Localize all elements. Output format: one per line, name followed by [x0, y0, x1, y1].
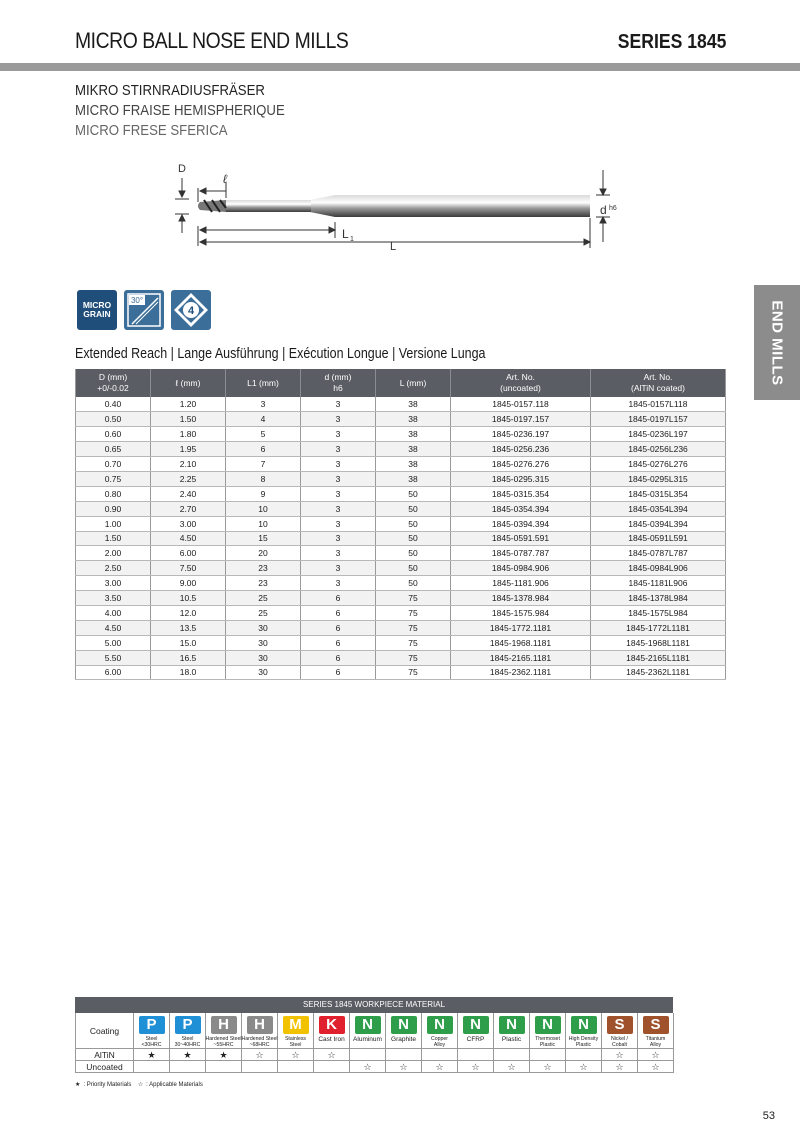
table-cell: 50 — [376, 576, 451, 591]
col-header-l: ℓ (mm) — [151, 369, 226, 397]
table-cell: 0.75 — [76, 471, 151, 486]
table-cell: 3 — [301, 561, 376, 576]
table-cell: 50 — [376, 501, 451, 516]
altin-rating — [530, 1049, 566, 1061]
table-cell: 2.00 — [76, 546, 151, 561]
table-cell: 18.0 — [151, 665, 226, 680]
coating-row-label: Uncoated — [76, 1061, 134, 1073]
material-cell — [170, 1013, 206, 1049]
material-cell — [278, 1013, 314, 1049]
material-desc-line: Plastic — [501, 1036, 522, 1043]
label-L1: L — [342, 227, 349, 241]
table-cell: 6.00 — [76, 665, 151, 680]
table-cell: 4.00 — [76, 605, 151, 620]
table-cell: 3 — [301, 516, 376, 531]
table-cell: 1845-1181L906 — [591, 576, 726, 591]
table-cell: 12.0 — [151, 605, 226, 620]
material-desc-line: Hardened Steel — [205, 1036, 242, 1042]
table-cell: 1.00 — [76, 516, 151, 531]
table-cell: 1845-0197.157 — [451, 412, 591, 427]
material-cell — [602, 1013, 638, 1049]
material-desc — [431, 1036, 448, 1048]
table-row — [76, 665, 726, 680]
table-cell: 1.50 — [151, 412, 226, 427]
table-cell: 1845-0157.118 — [451, 397, 591, 412]
helix-angle-value: 30° — [130, 296, 144, 305]
table-cell: 23 — [226, 561, 301, 576]
altin-rating — [458, 1049, 494, 1061]
material-desc-line: Steel — [145, 1036, 158, 1042]
table-cell: 1845-1772L1181 — [591, 620, 726, 635]
table-cell: 3 — [226, 397, 301, 412]
material-grid — [75, 1013, 673, 1073]
col-header-D: D (mm) +0/-0.02 — [76, 369, 151, 397]
table-cell: 1845-1378L984 — [591, 591, 726, 606]
page-title: MICRO BALL NOSE END MILLS — [75, 28, 349, 53]
table-cell: 5.50 — [76, 650, 151, 665]
table-cell: 1845-0354.394 — [451, 501, 591, 516]
table-cell: 2.40 — [151, 486, 226, 501]
table-cell: 3 — [301, 576, 376, 591]
table-cell: 75 — [376, 650, 451, 665]
material-letter: P — [175, 1016, 201, 1034]
material-desc-line: Titanium — [645, 1036, 666, 1042]
altin-rating — [494, 1049, 530, 1061]
material-cell — [350, 1013, 386, 1049]
table-cell: 2.50 — [76, 561, 151, 576]
table-cell: 4.50 — [76, 620, 151, 635]
table-cell: 1845-2362.1181 — [451, 665, 591, 680]
table-cell: 0.65 — [76, 442, 151, 457]
material-desc — [205, 1036, 241, 1048]
table-cell: 50 — [376, 486, 451, 501]
table-cell: 10 — [226, 501, 301, 516]
priority-star-icon: ★ — [75, 1082, 81, 1088]
material-letter: N — [499, 1016, 525, 1034]
table-cell: 3 — [301, 471, 376, 486]
material-desc-line: Cobalt — [611, 1042, 627, 1048]
table-cell: 7.50 — [151, 561, 226, 576]
material-desc-line: Alloy — [433, 1042, 446, 1048]
table-cell: 15 — [226, 531, 301, 546]
table-cell: 38 — [376, 397, 451, 412]
table-cell: 1.95 — [151, 442, 226, 457]
label-L1-subscript: 1 — [350, 236, 354, 243]
table-row — [76, 546, 726, 561]
table-cell: 1845-0394.394 — [451, 516, 591, 531]
table-cell: 6 — [301, 635, 376, 650]
table-cell: 75 — [376, 605, 451, 620]
altin-rating — [566, 1049, 602, 1061]
coating-row-label: AlTiN — [76, 1049, 134, 1061]
end-mill-body — [198, 195, 590, 217]
table-cell: 6 — [301, 620, 376, 635]
legend-priority: : Priority Materials — [83, 1082, 132, 1088]
uncoated-rating — [170, 1061, 206, 1073]
table-cell: 1845-1968L1181 — [591, 635, 726, 650]
material-desc — [353, 1037, 382, 1043]
label-L: L — [390, 241, 397, 253]
table-cell: 25 — [226, 605, 301, 620]
altin-rating: ☆ — [278, 1049, 314, 1061]
material-desc — [141, 1036, 161, 1048]
page-number: 53 — [762, 1110, 775, 1122]
material-desc — [646, 1036, 666, 1048]
table-cell: 6.00 — [151, 546, 226, 561]
header-divider — [0, 63, 800, 71]
end-mill-drawing — [160, 158, 620, 253]
material-desc-line: Aluminum — [353, 1036, 382, 1043]
uncoated-rating — [314, 1061, 350, 1073]
table-cell: 6 — [301, 605, 376, 620]
material-letter: N — [355, 1016, 381, 1034]
table-cell: 0.50 — [76, 412, 151, 427]
table-header-row — [76, 369, 726, 397]
uncoated-rating: ☆ — [566, 1061, 602, 1073]
table-row — [76, 457, 726, 472]
altin-rating — [386, 1049, 422, 1061]
side-tab-label: END MILLS — [768, 299, 786, 386]
material-desc-line: Hardened Steel — [241, 1036, 278, 1042]
section-title: Extended Reach | Lange Ausführung | Exécution Longue | Versione Lunga — [75, 346, 486, 362]
table-cell: 50 — [376, 546, 451, 561]
table-cell: 1845-0236.197 — [451, 427, 591, 442]
material-cell — [314, 1013, 350, 1049]
altin-rating — [422, 1049, 458, 1061]
material-desc — [285, 1036, 306, 1048]
material-letter: N — [571, 1016, 597, 1034]
table-cell: 6 — [301, 650, 376, 665]
col-header-art-uncoated: Art. No. (uncoated) — [451, 369, 591, 397]
material-cell — [206, 1013, 242, 1049]
table-row — [76, 397, 726, 412]
uncoated-rating: ☆ — [422, 1061, 458, 1073]
table-cell: 23 — [226, 576, 301, 591]
altin-rating: ☆ — [314, 1049, 350, 1061]
material-cell — [638, 1013, 674, 1049]
table-cell: 0.70 — [76, 457, 151, 472]
material-desc — [467, 1037, 485, 1043]
uncoated-rating: ☆ — [494, 1061, 530, 1073]
material-desc-line: Copper — [430, 1036, 448, 1042]
table-cell: 1845-1968.1181 — [451, 635, 591, 650]
table-cell: 5 — [226, 427, 301, 442]
material-desc-line: High Density — [568, 1036, 599, 1042]
material-letter: N — [535, 1016, 561, 1034]
material-desc-line: Graphite — [391, 1036, 416, 1043]
table-cell: 7 — [226, 457, 301, 472]
material-cell — [458, 1013, 494, 1049]
uncoated-rating: ☆ — [602, 1061, 638, 1073]
table-cell: 75 — [376, 620, 451, 635]
table-cell: 1845-0591L591 — [591, 531, 726, 546]
table-cell: 38 — [376, 427, 451, 442]
table-cell: 15.0 — [151, 635, 226, 650]
table-cell: 1845-0315.354 — [451, 486, 591, 501]
material-desc-line: CFRP — [466, 1036, 485, 1043]
table-row — [76, 442, 726, 457]
table-cell: 38 — [376, 412, 451, 427]
table-cell: 3 — [301, 442, 376, 457]
micro-grain-line1: MICRO — [82, 300, 112, 310]
table-cell: 1845-0157L118 — [591, 397, 726, 412]
table-cell: 1.50 — [76, 531, 151, 546]
table-row — [76, 486, 726, 501]
label-D: D — [178, 163, 186, 175]
material-desc-line: Steel — [289, 1042, 302, 1048]
altin-rating: ☆ — [242, 1049, 278, 1061]
altin-rating: ★ — [206, 1049, 242, 1061]
table-row — [76, 501, 726, 516]
table-cell: 1845-0787L787 — [591, 546, 726, 561]
table-cell: 38 — [376, 457, 451, 472]
applicable-star-icon: ☆ — [137, 1082, 144, 1088]
table-cell: 6 — [301, 591, 376, 606]
table-cell: 25 — [226, 591, 301, 606]
material-letter: N — [427, 1016, 453, 1034]
subtitle-french: MICRO FRAISE HEMISPHERIQUE — [75, 102, 285, 119]
material-table — [75, 997, 673, 1073]
spec-table — [75, 369, 726, 680]
table-cell: 2.25 — [151, 471, 226, 486]
uncoated-rating — [134, 1061, 170, 1073]
table-cell: 1845-2165L1181 — [591, 650, 726, 665]
table-cell: 30 — [226, 650, 301, 665]
helix-angle-icon — [124, 290, 164, 330]
material-desc-line: Cast Iron — [318, 1036, 345, 1043]
table-cell: 9.00 — [151, 576, 226, 591]
table-cell: 1845-1378.984 — [451, 591, 591, 606]
material-cell — [494, 1013, 530, 1049]
table-cell: 1845-0236L197 — [591, 427, 726, 442]
coating-label: Coating — [76, 1013, 134, 1049]
table-cell: 1845-2362L1181 — [591, 665, 726, 680]
material-desc — [611, 1036, 628, 1048]
table-cell: 1845-0984.906 — [451, 561, 591, 576]
table-cell: 3.00 — [151, 516, 226, 531]
material-desc — [569, 1036, 598, 1048]
table-cell: 38 — [376, 442, 451, 457]
series-label: SERIES 1845 — [617, 31, 726, 53]
table-cell: 4.50 — [151, 531, 226, 546]
table-row — [76, 427, 726, 442]
table-cell: 1845-0315L354 — [591, 486, 726, 501]
micro-grain-line2: GRAIN — [83, 309, 111, 319]
table-cell: 1845-0276L276 — [591, 457, 726, 472]
table-cell: 30 — [226, 620, 301, 635]
table-cell: 3.50 — [76, 591, 151, 606]
material-desc-line: 30~40HRC — [174, 1042, 201, 1048]
table-row — [76, 576, 726, 591]
table-cell: 16.5 — [151, 650, 226, 665]
table-cell: 1845-0984L906 — [591, 561, 726, 576]
table-cell: 50 — [376, 516, 451, 531]
material-desc — [502, 1037, 521, 1043]
table-cell: 75 — [376, 665, 451, 680]
table-cell: 1845-0591.591 — [451, 531, 591, 546]
material-cell — [242, 1013, 278, 1049]
uncoated-rating: ☆ — [530, 1061, 566, 1073]
table-cell: 30 — [226, 635, 301, 650]
table-cell: 3 — [301, 427, 376, 442]
table-cell: 1845-1575L984 — [591, 605, 726, 620]
material-desc-line: Plastic — [575, 1042, 592, 1048]
uncoated-rating — [278, 1061, 314, 1073]
altin-rating — [350, 1049, 386, 1061]
table-cell: 1845-0295L315 — [591, 471, 726, 486]
table-cell: 50 — [376, 531, 451, 546]
table-cell: 1845-0354L394 — [591, 501, 726, 516]
table-cell: 1845-0197L157 — [591, 412, 726, 427]
uncoated-rating — [242, 1061, 278, 1073]
spec-table-body — [76, 397, 726, 680]
table-row — [76, 471, 726, 486]
table-row — [76, 650, 726, 665]
table-cell: 1845-1772.1181 — [451, 620, 591, 635]
altin-rating: ☆ — [638, 1049, 674, 1061]
table-cell: 4 — [226, 412, 301, 427]
table-cell: 75 — [376, 635, 451, 650]
uncoated-rating: ☆ — [350, 1061, 386, 1073]
material-letter: P — [139, 1016, 165, 1034]
table-cell: 2.10 — [151, 457, 226, 472]
material-letter: H — [247, 1016, 273, 1034]
table-cell: 20 — [226, 546, 301, 561]
table-cell: 3 — [301, 531, 376, 546]
material-table-title: SERIES 1845 WORKPIECE MATERIAL — [75, 997, 673, 1013]
uncoated-rating: ☆ — [638, 1061, 674, 1073]
table-cell: 2.70 — [151, 501, 226, 516]
subtitle-italian: MICRO FRESE SFERICA — [75, 122, 228, 139]
table-row — [76, 591, 726, 606]
table-row — [76, 531, 726, 546]
table-row — [76, 412, 726, 427]
table-cell: 3 — [301, 457, 376, 472]
material-desc-line: ~55HRC — [213, 1042, 234, 1048]
table-cell: 30 — [226, 665, 301, 680]
table-cell: 10.5 — [151, 591, 226, 606]
material-cell — [386, 1013, 422, 1049]
material-desc-line: <30HRC — [141, 1042, 162, 1048]
table-cell: 13.5 — [151, 620, 226, 635]
table-row — [76, 516, 726, 531]
table-cell: 1845-2165.1181 — [451, 650, 591, 665]
table-cell: 1845-0394L394 — [591, 516, 726, 531]
table-cell: 0.80 — [76, 486, 151, 501]
table-row — [76, 561, 726, 576]
label-d: d — [600, 203, 607, 217]
uncoated-rating: ☆ — [386, 1061, 422, 1073]
micro-grain-icon — [77, 290, 117, 330]
material-letter: K — [319, 1016, 345, 1034]
material-cell — [530, 1013, 566, 1049]
table-cell: 3 — [301, 501, 376, 516]
table-cell: 0.90 — [76, 501, 151, 516]
material-cell — [566, 1013, 602, 1049]
material-letter: H — [211, 1016, 237, 1034]
altin-rating: ☆ — [602, 1049, 638, 1061]
material-desc — [391, 1037, 416, 1043]
subtitle-german: MIKRO STIRNRADIUSFRÄSER — [75, 82, 265, 99]
table-cell: 3 — [301, 486, 376, 501]
material-desc — [318, 1037, 344, 1043]
material-letter: S — [607, 1016, 633, 1034]
label-l: ℓ — [223, 172, 227, 186]
table-row — [76, 635, 726, 650]
table-cell: 8 — [226, 471, 301, 486]
table-cell: 0.40 — [76, 397, 151, 412]
table-cell: 3 — [301, 397, 376, 412]
table-cell: 10 — [226, 516, 301, 531]
col-header-L1: L1 (mm) — [226, 369, 301, 397]
material-desc — [535, 1036, 560, 1048]
table-cell: 1.20 — [151, 397, 226, 412]
table-cell: 50 — [376, 561, 451, 576]
flute-count-icon — [171, 290, 211, 330]
label-d-tolerance: h6 — [609, 205, 617, 212]
table-cell: 1845-1181.906 — [451, 576, 591, 591]
table-cell: 6 — [301, 665, 376, 680]
material-desc-line: Alloy — [649, 1042, 662, 1048]
table-cell: 3.00 — [76, 576, 151, 591]
table-cell: 1.80 — [151, 427, 226, 442]
col-header-art-coated: Art. No. (AlTiN coated) — [591, 369, 726, 397]
material-desc — [175, 1036, 201, 1048]
material-letter: S — [643, 1016, 669, 1034]
material-cell — [134, 1013, 170, 1049]
altin-rating: ★ — [170, 1049, 206, 1061]
table-cell: 1845-0295.315 — [451, 471, 591, 486]
table-cell: 1845-0787.787 — [451, 546, 591, 561]
material-letter: N — [463, 1016, 489, 1034]
table-cell: 6 — [226, 442, 301, 457]
table-cell: 1845-1575.984 — [451, 605, 591, 620]
table-cell: 9 — [226, 486, 301, 501]
material-letter: N — [391, 1016, 417, 1034]
table-row — [76, 620, 726, 635]
table-cell: 5.00 — [76, 635, 151, 650]
col-header-L: L (mm) — [376, 369, 451, 397]
side-tab-end-mills[interactable] — [754, 285, 800, 400]
table-cell: 1845-0256.236 — [451, 442, 591, 457]
table-cell: 1845-0256L236 — [591, 442, 726, 457]
uncoated-rating: ☆ — [458, 1061, 494, 1073]
col-header-d: d (mm) h6 — [301, 369, 376, 397]
legend — [75, 1081, 206, 1088]
table-cell: 1845-0276.276 — [451, 457, 591, 472]
table-row — [76, 605, 726, 620]
table-cell: 0.60 — [76, 427, 151, 442]
material-desc-line: Steel — [181, 1036, 194, 1042]
table-cell: 75 — [376, 591, 451, 606]
material-desc-line: Thermoset — [535, 1036, 560, 1042]
material-desc — [241, 1036, 277, 1048]
altin-rating: ★ — [134, 1049, 170, 1061]
material-desc-line: Plastic — [539, 1042, 556, 1048]
flute-count-value: 4 — [187, 305, 195, 317]
material-cell — [422, 1013, 458, 1049]
legend-applicable: : Applicable Materials — [146, 1082, 203, 1088]
table-cell: 3 — [301, 546, 376, 561]
uncoated-rating — [206, 1061, 242, 1073]
material-desc-line: Stainless — [284, 1036, 307, 1042]
table-cell: 3 — [301, 412, 376, 427]
table-cell: 38 — [376, 471, 451, 486]
material-desc-line: Nickel / — [610, 1036, 628, 1042]
material-letter: M — [283, 1016, 309, 1034]
material-desc-line: ~68HRC — [249, 1042, 270, 1048]
